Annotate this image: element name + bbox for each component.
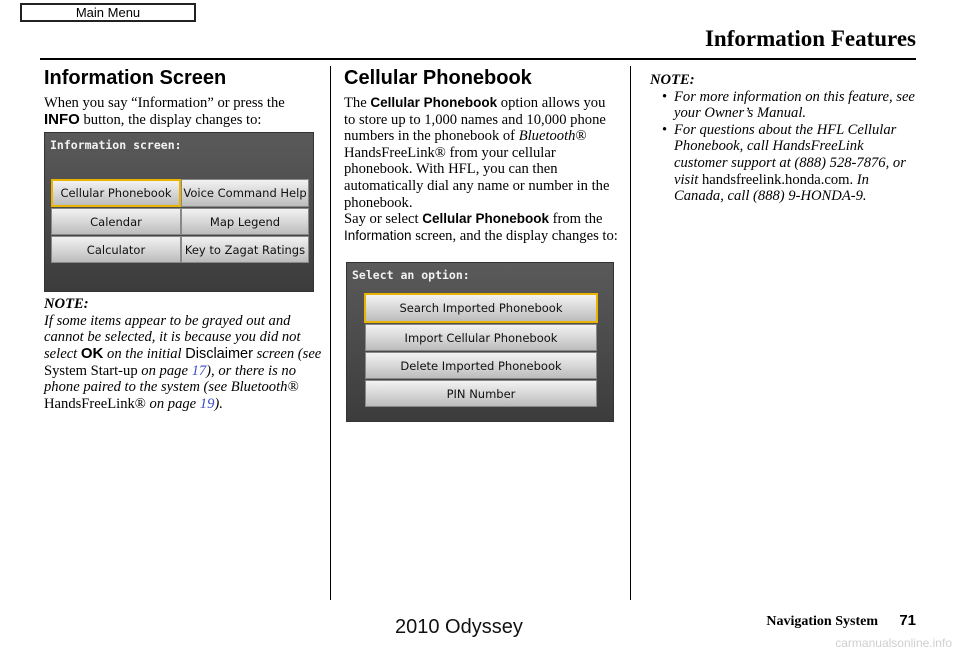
cellular-phonebook-option: Cellular Phonebook (51, 179, 181, 207)
note-heading: NOTE: (44, 296, 89, 313)
cellular-phonebook-heading: Cellular Phonebook (344, 67, 532, 89)
p1-text-b: option allows you to store up to 1,000 names and 10,000 phone numbers in the phonebook of (344, 95, 606, 145)
right-column (650, 72, 920, 205)
delete-imported-phonebook-option: Delete Imported Phonebook (365, 352, 597, 379)
middle-column (344, 66, 620, 244)
intro-text: When you say “Information” or press the (44, 95, 285, 111)
note-text-e: ), or there is no phone paired to the system (see Bluetooth® (44, 362, 299, 396)
disclaimer-key: Disclaimer (185, 345, 253, 362)
import-cellular-phonebook-option: Import Cellular Phonebook (365, 324, 597, 351)
note-text-f: on page (145, 395, 200, 412)
ok-key: OK (80, 344, 104, 362)
footer-section-name: Navigation System (766, 614, 878, 629)
phonebook-paragraph (344, 95, 620, 211)
note-text-b: on the initial (103, 345, 186, 362)
voice-command-help-option: Voice Command Help (181, 179, 309, 207)
column-divider-2 (630, 66, 631, 600)
cellular-phonebook-key-2: Cellular Phonebook (422, 211, 549, 227)
bluetooth-term: Bluetooth (518, 128, 576, 145)
bullet-2-text-b: In Canada, call (888) 9-HONDA-9. (674, 171, 869, 205)
intro-text-end: button, the display changes to: (79, 111, 262, 128)
page-17-link[interactable]: 17 (191, 362, 207, 379)
header-rule (40, 58, 916, 60)
handsfreelink-ref: HandsFreeLink® (44, 395, 146, 412)
information-screen-heading: Information Screen (44, 67, 227, 89)
p2-text-a: Say or select (344, 211, 423, 228)
note-text-a: If some items appear to be grayed out and cannot be selected, it is because you did not select (44, 312, 301, 362)
right-note-heading: NOTE: (650, 72, 695, 88)
information-screen-image (44, 132, 314, 292)
bullet-2-text-a: For questions about the HFL Cellular Phonebook, call HandsFreeLink customer support at (888) 528-7876, or visit (674, 121, 906, 188)
note-text-g: ). (214, 395, 223, 412)
calendar-option: Calendar (51, 208, 181, 235)
note-bullet-1: • For more information on this feature, see your Owner’s Manual. (650, 89, 920, 122)
search-imported-phonebook-option: Search Imported Phonebook (364, 293, 598, 323)
p2-text-b: from the (549, 211, 603, 228)
watermark-site: carmanualsonline.info (835, 636, 952, 650)
calculator-option: Calculator (51, 236, 181, 263)
system-startup-ref: System Start-up (44, 362, 138, 379)
note-text-d: on page (137, 362, 192, 379)
cellular-phonebook-key: Cellular Phonebook (370, 95, 498, 110)
map-legend-option: Map Legend (181, 208, 309, 235)
handsfreelink-url: handsfreelink.honda.com. (701, 171, 854, 188)
note-text-c: screen (see (252, 345, 322, 362)
main-menu-button[interactable]: Main Menu (20, 3, 196, 22)
zagat-ratings-option: Key to Zagat Ratings (181, 236, 309, 263)
watermark-model: 2010 Odyssey (395, 616, 523, 638)
intro-paragraph (44, 95, 322, 128)
page-19-link[interactable]: 19 (199, 395, 215, 412)
footer-page-number: 71 (899, 612, 916, 629)
info-key: INFO (44, 110, 80, 128)
note-bullet-2 (650, 122, 920, 205)
say-select-paragraph (344, 211, 620, 244)
screen-title: Information screen: (50, 138, 182, 152)
information-key: Information (344, 227, 412, 243)
pin-number-option: PIN Number (365, 380, 597, 407)
column-divider-1 (330, 66, 331, 600)
select-option-screen-image (346, 262, 614, 422)
p1-text-c: ® HandsFreeLink® from your cellular phonebook. With HFL, you can then automatically dial any name or number in the phonebook. (344, 128, 610, 211)
p2-text-c: screen, and the display changes to: (411, 227, 618, 244)
page-header-title: Information Features (704, 26, 916, 51)
screen-title-2: Select an option: (352, 268, 470, 282)
note-paragraph (44, 313, 322, 413)
p1-text-a: The (344, 95, 371, 111)
note-bullets (650, 89, 920, 205)
